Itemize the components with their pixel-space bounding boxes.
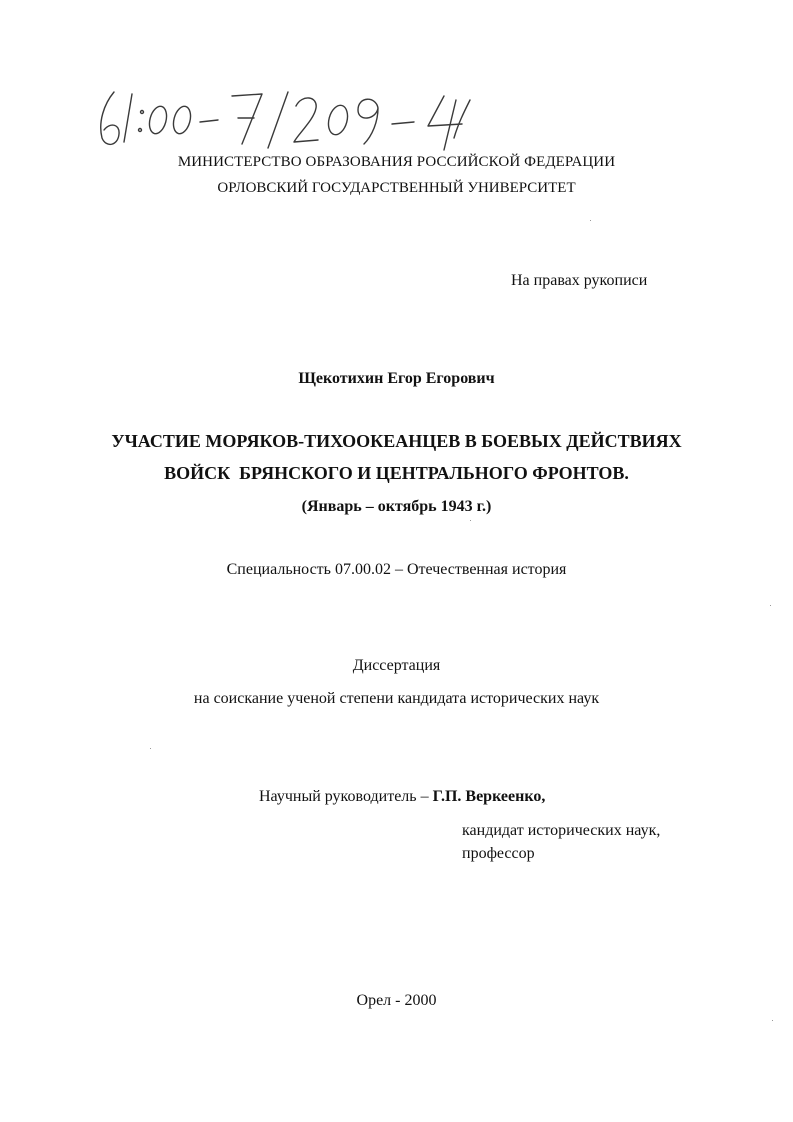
document-type: Диссертация	[352, 657, 441, 674]
scan-speck	[772, 1020, 773, 1021]
scan-speck	[770, 605, 771, 606]
supervisor-degree: кандидат исторических наук,	[462, 822, 661, 839]
dissertation-period: (Январь – октябрь 1943 г.)	[301, 498, 492, 515]
scan-speck	[470, 520, 471, 521]
scan-speck	[150, 748, 151, 749]
specialty: Специальность 07.00.02 – Отечественная история	[226, 561, 567, 578]
dissertation-title-line-2: ВОЙСК БРЯНСКОГО И ЦЕНТРАЛЬНОГО ФРОНТОВ.	[164, 463, 629, 483]
city-year: Орел - 2000	[356, 992, 437, 1009]
supervisor-name: Г.П. Веркеенко,	[432, 788, 546, 805]
ministry-name: МИНИСТЕРСТВО ОБРАЗОВАНИЯ РОССИЙСКОЙ ФЕДЕРАЦИИ	[177, 154, 616, 170]
supervisor-line	[259, 788, 545, 806]
handwritten-reference-number	[92, 82, 592, 162]
degree-description: на соискание ученой степени кандидата исторических наук	[193, 690, 600, 707]
supervisor-rank: профессор	[462, 845, 535, 862]
dissertation-title-line-1: УЧАСТИЕ МОРЯКОВ-ТИХООКЕАНЦЕВ В БОЕВЫХ ДЕЙСТВИЯХ	[111, 431, 682, 451]
supervisor-label: Научный руководитель –	[259, 788, 433, 805]
university-name: ОРЛОВСКИЙ ГОСУДАРСТВЕННЫЙ УНИВЕРСИТЕТ	[217, 180, 576, 196]
rights-note: На правах рукописи	[511, 272, 648, 289]
scan-speck	[590, 220, 591, 221]
author-name: Щекотихин Егор Егорович	[298, 370, 495, 387]
